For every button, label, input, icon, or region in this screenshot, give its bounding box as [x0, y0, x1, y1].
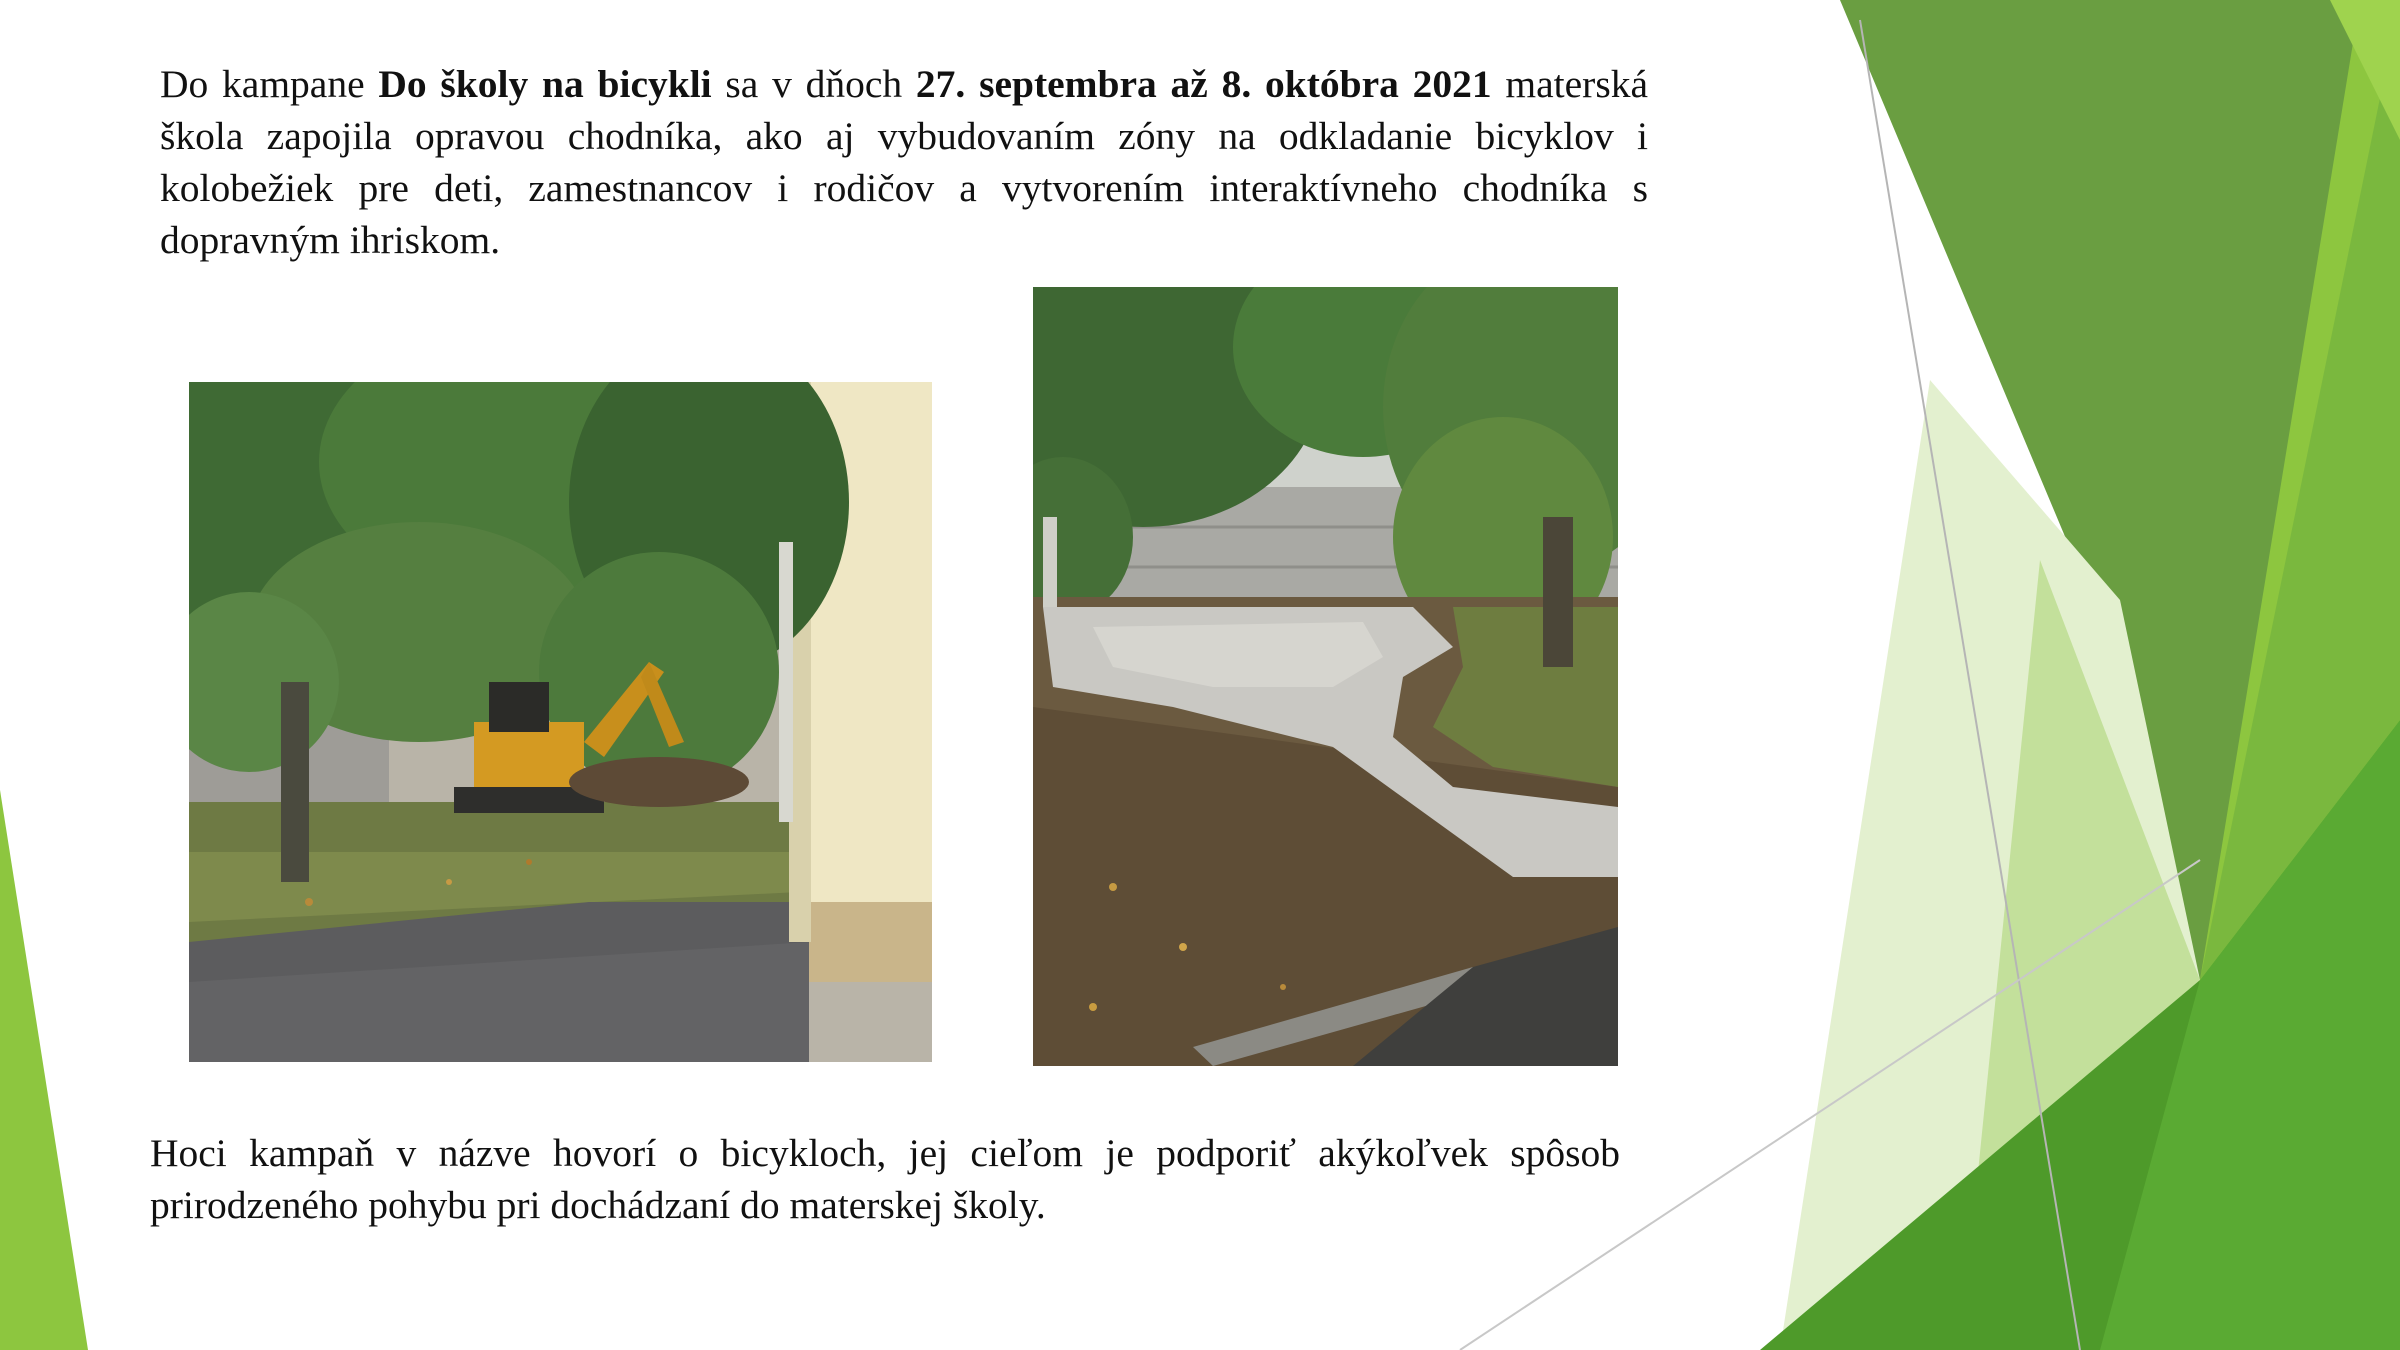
intro-paragraph: [160, 58, 1648, 266]
intro-text-end: materská škola zapojila opravou chodníka, ako aj vybudovaním zóny na odkladanie bicyklov i kolobežiek pre deti, zamestnancov i rodičov a vytvorením interaktívneho chodníka s dopravným ihriskom.: [160, 62, 1648, 262]
gravel-path-photo: [1033, 287, 1618, 1066]
campaign-dates: 27. septembra až 8. októbra 2021: [915, 62, 1492, 106]
campaign-name: Do školy na bicykli: [378, 62, 712, 106]
left-green-facet: [0, 790, 88, 1350]
excavator-photo: [189, 382, 932, 1062]
intro-text-start: Do kampane: [160, 62, 379, 106]
closing-paragraph: Hoci kampaň v názve hovorí o bicykloch, jej cieľom je podporiť akýkoľvek spôsob prirodzeného pohybu pri dochádzaní do materskej školy.: [150, 1131, 1620, 1227]
intro-text-mid: sa v dňoch: [711, 62, 916, 106]
